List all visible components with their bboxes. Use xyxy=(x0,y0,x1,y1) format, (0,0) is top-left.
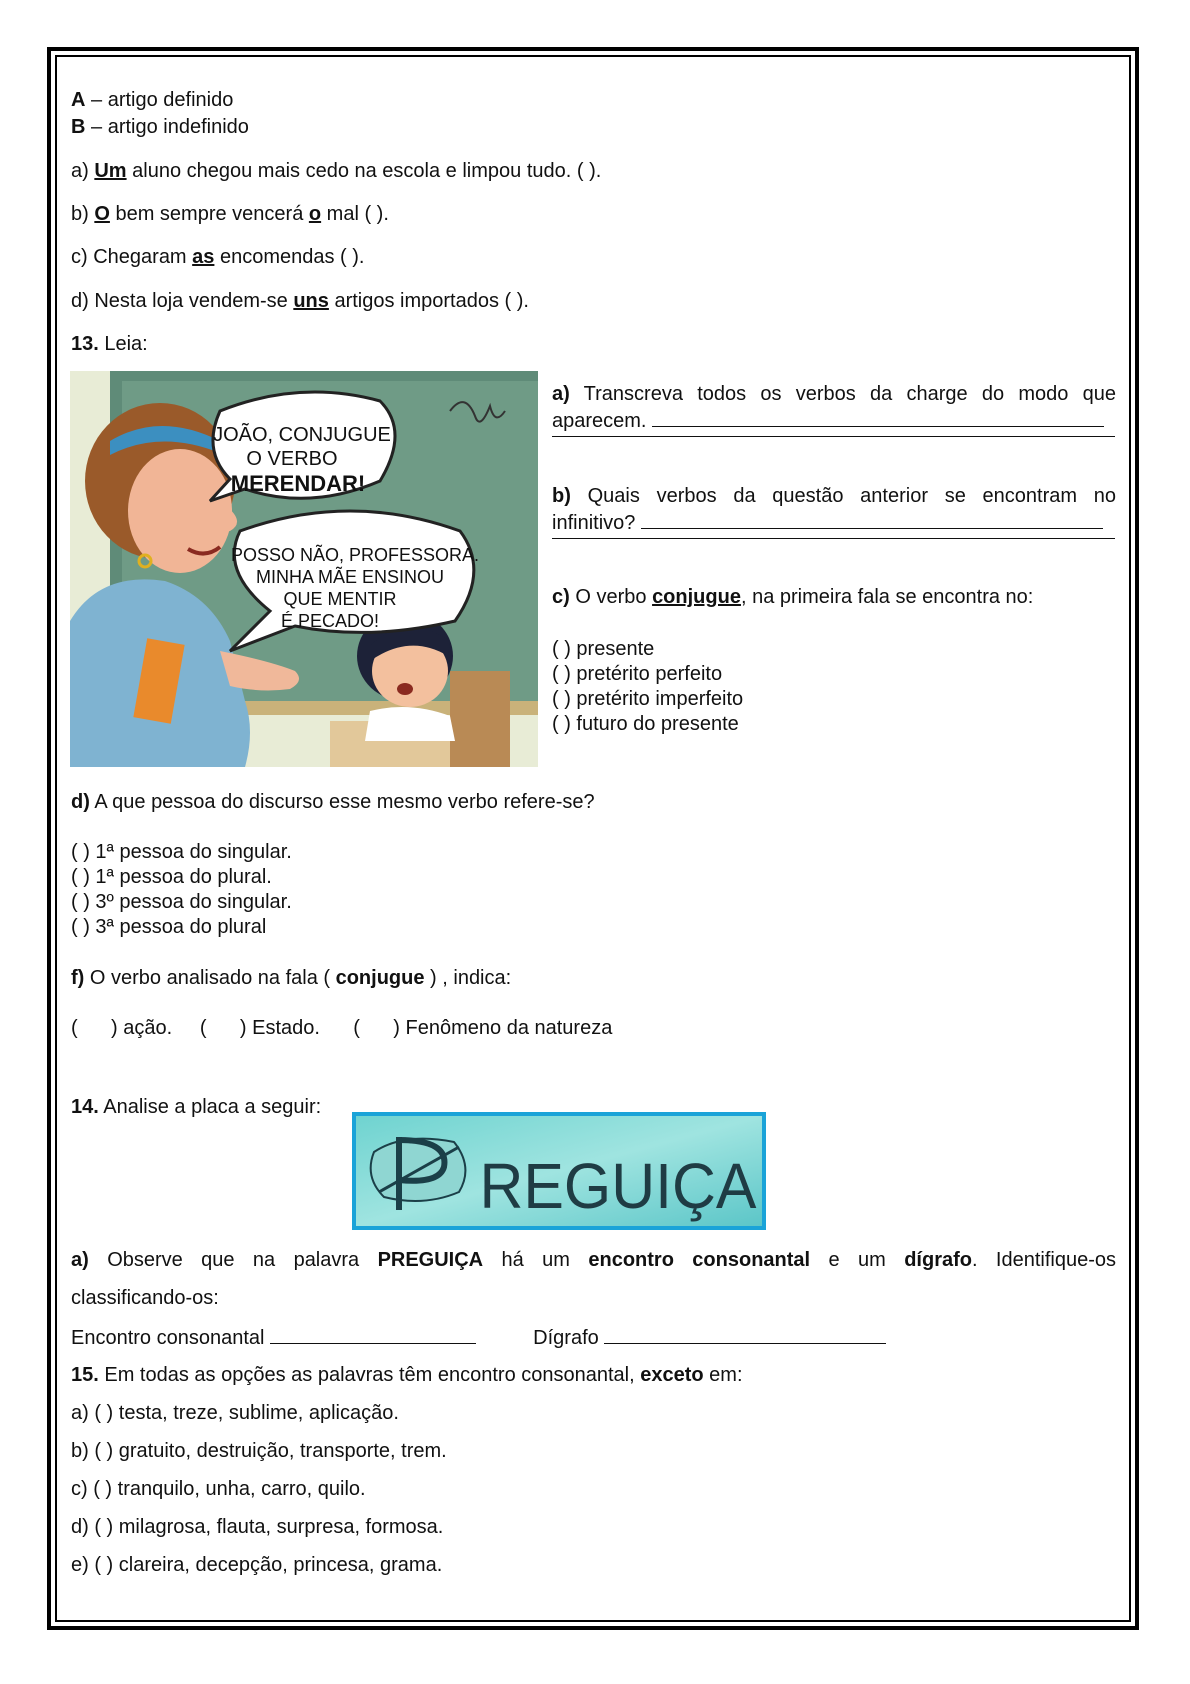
q12-item-a: a) Um aluno chegou mais cedo na escola e limpou tudo. ( ). xyxy=(71,160,602,182)
cartoon-image xyxy=(70,371,538,767)
encontro-answer-line[interactable] xyxy=(270,1325,476,1344)
q15-option[interactable]: c) ( ) tranquilo, unha, carro, quilo. xyxy=(71,1478,366,1500)
q13c-option[interactable]: ( ) presente xyxy=(552,638,655,660)
q13a-answer-line-2[interactable] xyxy=(552,436,1115,437)
q12-item-b: b) O bem sempre vencerá o mal ( ). xyxy=(71,203,389,225)
q13d-option[interactable]: ( ) 1ª pessoa do plural. xyxy=(71,866,272,888)
q13b-answer-line[interactable] xyxy=(641,510,1103,529)
q12-item-d: d) Nesta loja vendem-se uns artigos importados ( ). xyxy=(71,290,529,312)
q13d-question: d) A que pessoa do discurso esse mesmo verbo refere-se? xyxy=(71,791,595,813)
q13c-option[interactable]: ( ) pretérito imperfeito xyxy=(552,688,744,710)
preguica-sign xyxy=(352,1112,766,1230)
q13c-option[interactable]: ( ) pretérito perfeito xyxy=(552,663,723,685)
bubble2-line1: POSSO NÃO, PROFESSORA. xyxy=(230,545,480,565)
q12-item-c: c) Chegaram as encomendas ( ). xyxy=(71,246,365,268)
q14a-line1: a) Observe que na palavra PREGUIÇA há um encontro consonantal e um dígrafo. Identifique-os xyxy=(71,1249,1117,1271)
bubble2-line3: QUE MENTIR xyxy=(283,589,397,609)
bubble2-line4: É PECADO! xyxy=(280,611,380,631)
bubble2-line2: MINHA MÃE ENSINOU xyxy=(255,567,445,587)
q14-heading: 14. Analise a placa a seguir: xyxy=(71,1096,322,1118)
q13d-option[interactable]: ( ) 1ª pessoa do singular. xyxy=(71,841,292,863)
q14a-answer-row: Encontro consonantal Dígrafo xyxy=(71,1325,886,1350)
q13d-option[interactable]: ( ) 3ª pessoa do plural xyxy=(71,916,267,938)
q15-option[interactable]: e) ( ) clareira, decepção, princesa, grama. xyxy=(71,1554,443,1576)
q13b-answer-line-2[interactable] xyxy=(552,538,1115,539)
bubble1-line3: MERENDAR! xyxy=(230,471,366,496)
q13a-line2: aparecem. xyxy=(552,408,1116,433)
q13f-question: f) O verbo analisado na fala ( conjugue ) , indica: xyxy=(71,967,512,989)
q13b-line1: b) Quais verbos da questão anterior se encontram no xyxy=(552,485,1116,507)
sign-text: REGUIÇA xyxy=(479,1150,757,1223)
digrafo-answer-line[interactable] xyxy=(604,1325,886,1344)
bubble1-line1: JOÃO, CONJUGUE xyxy=(213,424,391,446)
q13f-options[interactable]: ( ) ação. ( ) Estado. ( ) Fenômeno da natureza xyxy=(71,1017,613,1039)
q13-heading: 13. Leia: xyxy=(71,333,148,355)
q13c-question: c) O verbo conjugue, na primeira fala se encontra no: xyxy=(552,586,1034,608)
q13d-option[interactable]: ( ) 3º pessoa do singular. xyxy=(71,891,292,913)
q13c-option[interactable]: ( ) futuro do presente xyxy=(552,713,739,735)
q15-option[interactable]: d) ( ) milagrosa, flauta, surpresa, formosa. xyxy=(71,1516,444,1538)
legend-b: B – artigo indefinido xyxy=(71,116,249,138)
bubble1-line2: O VERBO xyxy=(246,448,338,470)
q13a-line1: a) Transcreva todos os verbos da charge do modo que xyxy=(552,383,1116,405)
q13b-line2: infinitivo? xyxy=(552,510,1116,535)
q13a-answer-line[interactable] xyxy=(652,408,1104,427)
q15-option[interactable]: a) ( ) testa, treze, sublime, aplicação. xyxy=(71,1402,399,1424)
q15-heading: 15. Em todas as opções as palavras têm encontro consonantal, exceto em: xyxy=(71,1364,743,1386)
q15-option[interactable]: b) ( ) gratuito, destruição, transporte, trem. xyxy=(71,1440,447,1462)
legend-a: A – artigo definido xyxy=(71,89,234,111)
q14a-line2: classificando-os: xyxy=(71,1287,219,1309)
